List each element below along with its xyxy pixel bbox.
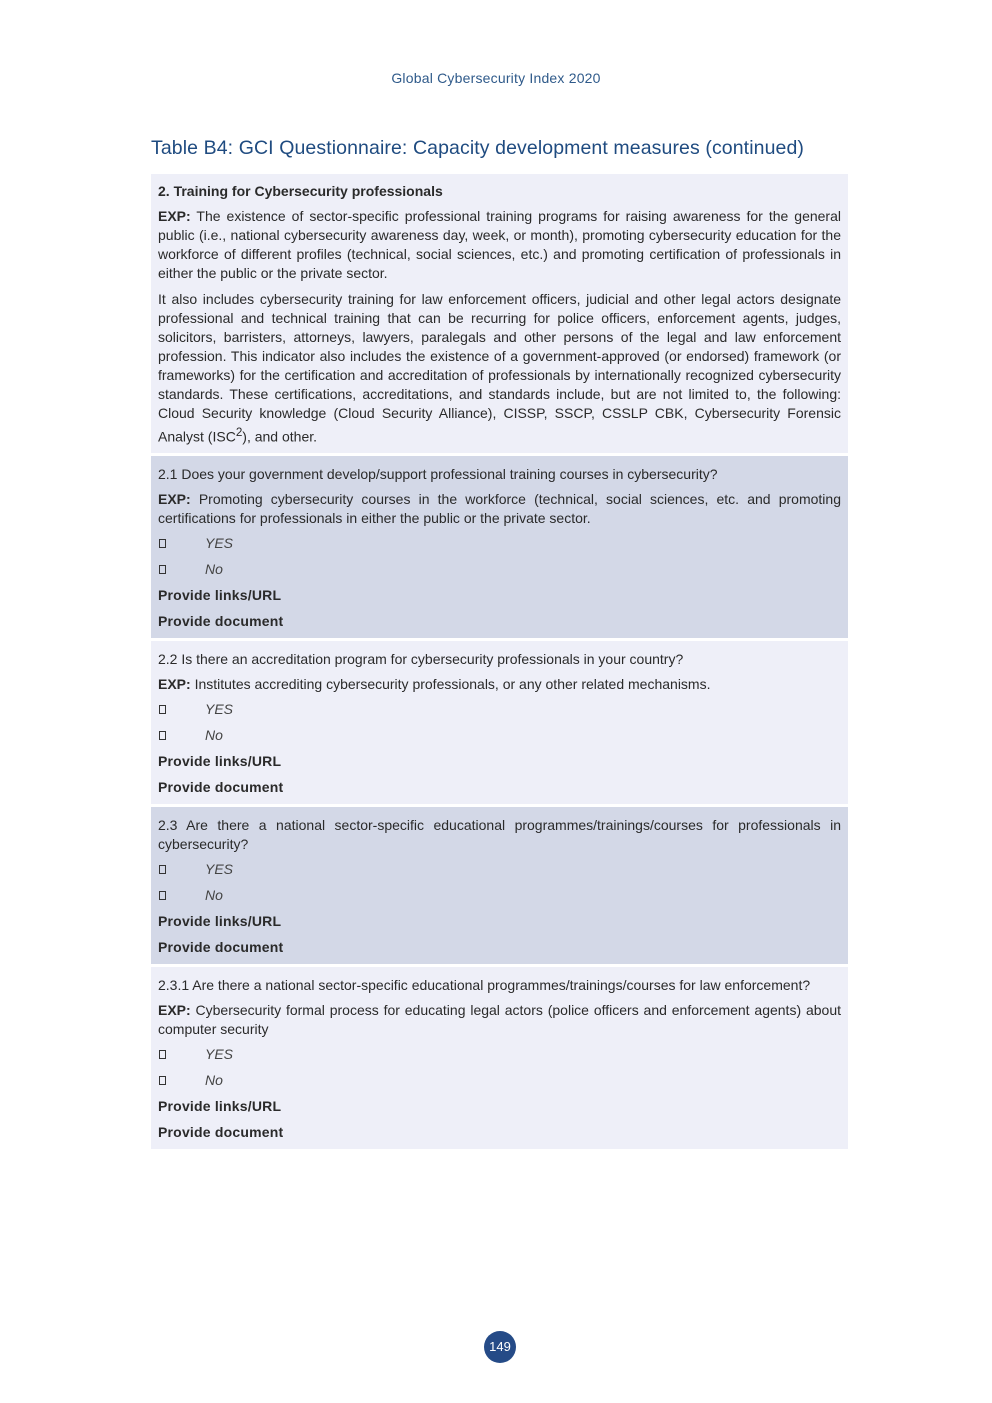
provide-links-label: Provide links/URL — [158, 752, 282, 769]
section-para-2 — [158, 290, 841, 447]
checkbox-no[interactable] — [159, 565, 166, 574]
option-no-label: No — [205, 726, 223, 743]
question-exp-text: Cybersecurity formal process for educating legal actors (police officers and enforcement agents) about computer security — [158, 1001, 841, 1037]
checkbox-yes[interactable] — [159, 539, 166, 548]
question-block-2-1 — [151, 456, 848, 638]
checkbox-no[interactable] — [159, 891, 166, 900]
checkbox-yes[interactable] — [159, 705, 166, 714]
provide-links-label: Provide links/URL — [158, 1097, 282, 1114]
option-no[interactable] — [158, 726, 841, 745]
provide-links-label: Provide links/URL — [158, 912, 282, 929]
question-exp-text: Institutes accrediting cybersecurity professionals, or any other related mechanisms. — [190, 675, 711, 692]
exp-label: EXP: — [158, 675, 191, 692]
section-para-2-end: ), and other. — [242, 428, 318, 445]
question-exp — [158, 675, 841, 694]
question-exp — [158, 1001, 841, 1039]
question-block-2-3-1 — [151, 967, 848, 1149]
question-exp-text: Promoting cybersecurity courses in the workforce (technical, social sciences, etc. and promoting certifications for professionals in either the public or the private sector. — [158, 490, 841, 526]
checkbox-no[interactable] — [159, 731, 166, 740]
section-title: 2. Training for Cybersecurity professionals — [158, 183, 443, 199]
question-text: 2.3.1 Are there a national sector-specific educational programmes/trainings/courses for law enforcement? — [158, 976, 811, 993]
option-no[interactable] — [158, 886, 841, 905]
option-yes[interactable] — [158, 700, 841, 719]
exp-label: EXP: — [158, 1001, 191, 1018]
option-yes[interactable] — [158, 1045, 841, 1064]
option-no-label: No — [205, 560, 223, 577]
running-header: Global Cybersecurity Index 2020 — [391, 70, 601, 86]
table-title: Table B4: GCI Questionnaire: Capacity development measures (continued) — [151, 137, 805, 159]
checkbox-yes[interactable] — [159, 1050, 166, 1059]
question-block-2-3 — [151, 807, 848, 964]
question-text: 2.3 Are there a national sector-specific educational programmes/trainings/courses for professionals in cybersecurity? — [158, 816, 841, 852]
provide-document-label: Provide document — [158, 938, 284, 955]
section-exp — [158, 207, 841, 283]
provide-document-label: Provide document — [158, 1123, 284, 1140]
option-yes-label: YES — [205, 700, 234, 717]
question-text: 2.1 Does your government develop/support professional training courses in cybersecurity? — [158, 465, 718, 482]
checkbox-no[interactable] — [159, 1076, 166, 1085]
option-yes-label: YES — [205, 1045, 234, 1062]
checkbox-yes[interactable] — [159, 865, 166, 874]
provide-document-label: Provide document — [158, 778, 284, 795]
section-exp-text: The existence of sector-specific professional training programs for raising awareness for the general public (i.e., national cybersecurity awareness day, week, or month), promoting cybersecurity education for the workforce of different profiles (technical, social sciences, etc.) and promoting certification of professionals in either the public or the private sector. — [158, 208, 841, 281]
option-no-label: No — [205, 1071, 223, 1088]
option-no[interactable] — [158, 1071, 841, 1090]
question-block-2-2 — [151, 641, 848, 804]
section-para-2-text: It also includes cybersecurity training for law enforcement officers, judicial and other legal actors designate professional and technical training that can be recurring for police officers, enforcement agents, judges, solicitors, barristers, attorneys, lawyers, paralegals and other persons of the legal and law enforcement profession. This indicator also includes the existence of a government-approved (or endorsed) framework (or frameworks) for the certification and accreditation of professionals by internationally recognized cybersecurity standards. These certifications, accreditations, and standards include, but are not limited to, the following: Cloud Security knowledge (Cloud Security Alliance), CISSP, SSCP, CSSLP CBK, Cybersecurity Forensic Analyst (ISC — [158, 291, 841, 445]
option-yes[interactable] — [158, 860, 841, 879]
option-yes[interactable] — [158, 534, 841, 553]
questionnaire-table — [151, 174, 848, 1152]
question-text: 2.2 Is there an accreditation program for cybersecurity professionals in your country? — [158, 650, 684, 667]
option-no[interactable] — [158, 560, 841, 579]
question-exp — [158, 490, 841, 528]
provide-document-label: Provide document — [158, 612, 284, 629]
exp-label: EXP: — [158, 490, 191, 507]
footnote-ref: 2 — [235, 426, 243, 439]
provide-links-label: Provide links/URL — [158, 586, 282, 603]
page-number-badge: 149 — [484, 1331, 516, 1363]
section-intro-block — [151, 174, 848, 453]
option-no-label: No — [205, 886, 223, 903]
option-yes-label: YES — [205, 534, 234, 551]
exp-label: EXP: — [158, 208, 191, 224]
option-yes-label: YES — [205, 860, 234, 877]
